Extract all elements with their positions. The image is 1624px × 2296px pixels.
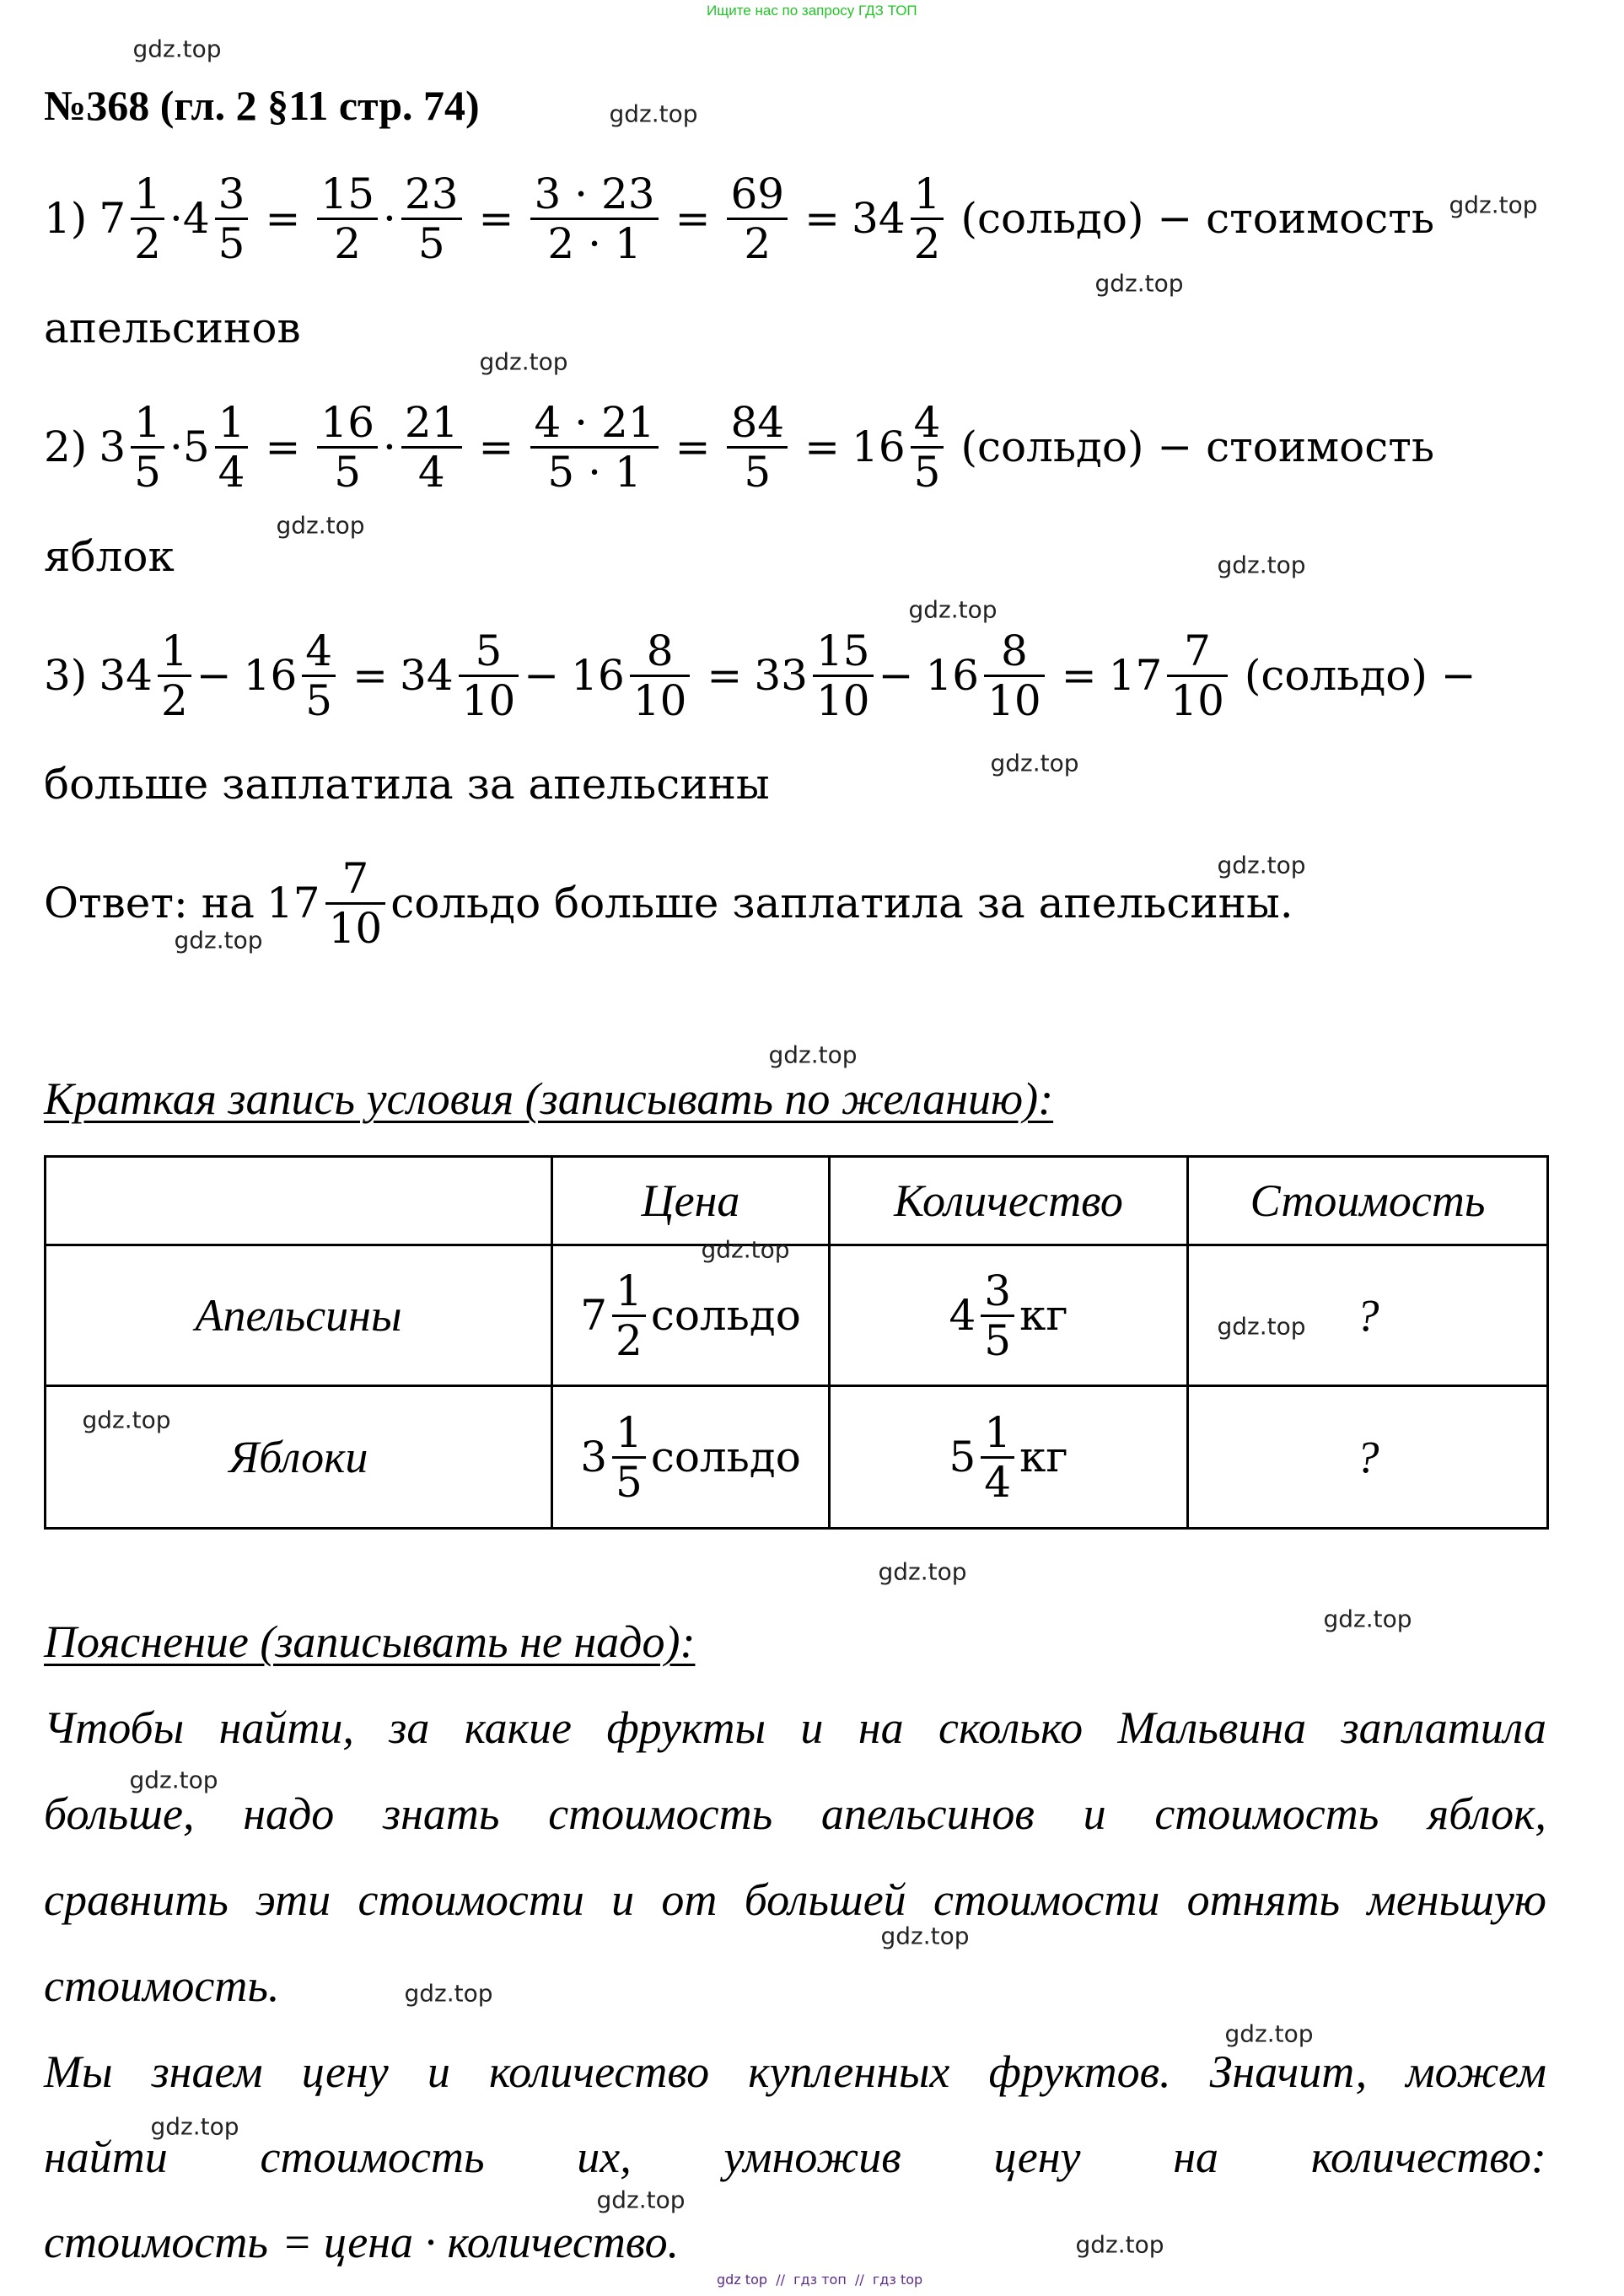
table-row [46,1386,1548,1529]
equals-sign: = [675,194,711,243]
step-2-continuation: яблок [44,532,175,581]
mixed-whole: 5 [182,422,210,471]
explanation-word: Чтобы [44,1702,185,1753]
explanation-word: количество: [1310,2132,1546,2182]
step-tail-text: (сольдо) − стоимость [960,194,1435,243]
fraction: $\frac{7}{10}$ [325,855,386,952]
watermark-text: gdz.top [1094,269,1184,298]
mixed-whole: 16 [852,422,906,471]
equals-sign: = [675,422,711,471]
explanation-word: больше, [44,1788,195,1839]
explanation-word: большей [744,1874,906,1925]
explanation-word: стоимость [548,1788,773,1839]
mixed-whole: 16 [243,651,298,700]
mixed-whole: 34 [99,651,153,700]
step-label: 2) [44,422,88,471]
explanation-word: Значит, [1209,2046,1368,2097]
watermark-text: gdz.top [82,1406,171,1434]
watermark-text: gdz.top [1224,2019,1314,2048]
explanation-word: эти [255,1874,331,1925]
mixed-whole: 7 [99,194,126,243]
explanation-word: стоимости [933,1874,1160,1925]
brief-record-title: Краткая запись условия (записывать по желанию): [44,1073,1054,1124]
table-header-row [46,1157,1548,1245]
mixed-whole: 34 [400,651,454,700]
equals-sign: = [707,651,743,700]
step-label: 3) [44,651,88,700]
step-3-continuation: больше заплатила за апельсины [44,760,770,809]
explanation-word: на [1173,2132,1219,2182]
mixed-whole: 33 [754,651,808,700]
fraction: $\frac{8}{10}$ [984,627,1045,724]
explanation-word: меньшую [1367,1874,1546,1925]
mixed-whole: 34 [852,194,906,243]
watermark-text: gdz.top [596,2186,686,2214]
header-cell [46,1157,552,1245]
price-cell: 7 $\frac{1}{2}$ сольдо [552,1245,830,1386]
fraction: $\frac{1}{2}$ [131,170,164,267]
header-cell: Цена [552,1157,830,1245]
step-tail-text: (сольдо) − стоимость [960,422,1435,471]
watermark-text: gdz.top [990,749,1079,777]
fraction: $\frac{4}{5}$ [911,399,944,496]
watermark-text: gdz.top [1449,191,1538,219]
explanation-word: на [858,1702,904,1753]
table-row [46,1245,1548,1386]
fraction: $\frac{4 \cdot 21}{5 \cdot 1}$ [530,399,658,496]
fraction: $\frac{5}{10}$ [459,627,519,724]
explanation-word: и [427,2046,450,2097]
equals-sign: = [804,194,841,243]
watermark-text: gdz.top [701,1235,790,1264]
fraction: $\frac{8}{10}$ [630,627,691,724]
answer-suffix: сольдо больше заплатила за апельсины. [390,879,1293,928]
equals-sign: = [478,194,514,243]
watermark-text: gdz.top [479,347,568,376]
explanation-word: яблок, [1428,1788,1546,1839]
explanation-word: их, [577,2132,632,2182]
fraction: $\frac{1}{2}$ [158,627,191,724]
mixed-whole: 17 [266,879,320,928]
fraction: $\frac{1}{4}$ [215,399,249,496]
watermark-text: gdz.top [404,1979,493,2008]
watermark-text: gdz.top [1217,1312,1306,1341]
explanation-word: Мальвина [1117,1702,1307,1753]
explanation-word: и [611,1874,635,1925]
explanation-word: заплатила [1341,1702,1546,1753]
explanation-word: = цена · количество. [281,2217,680,2267]
watermark-text: gdz.top [908,595,998,624]
step-tail-text: (сольдо) − [1244,651,1476,700]
equals-sign: = [265,194,301,243]
watermark-text: gdz.top [878,1557,967,1586]
solution-step-3 [44,616,1476,734]
explanation-line [44,1960,1546,2012]
equals-sign: = [478,422,514,471]
explanation-word: стоимость [1154,1788,1379,1839]
mixed-whole: 16 [571,651,625,700]
search-banner: Ищите нас по запросу ГДЗ ТОП [707,3,917,19]
explanation-line [44,1788,1546,1840]
explanation-word: отнять [1186,1874,1341,1925]
explanation-word: сколько [938,1702,1084,1753]
explanation-word: стоимость. [44,1960,280,2011]
footer-links: gdz top // гдз топ // гдз top [717,2272,923,2288]
explanation-word: фруктов. [988,2046,1171,2097]
mixed-whole: 16 [925,651,980,700]
header-cell: Количество [830,1157,1188,1245]
watermark-text: gdz.top [1323,1605,1412,1633]
operator: · [383,422,396,471]
fruit-name-cell: Яблоки [46,1386,552,1529]
watermark-text: gdz.top [880,1922,970,1950]
solution-step-1 [44,159,1434,277]
fraction: $\frac{3}{5}$ [215,170,249,267]
watermark-text: gdz.top [174,926,263,954]
fraction: $\frac{16}{5}$ [317,399,378,496]
equals-sign: = [1061,651,1097,700]
explanation-word: найти, [218,1702,354,1753]
operator: · [169,194,183,243]
explanation-word: можем [1406,2046,1546,2097]
fraction: $\frac{7}{10}$ [1167,627,1228,724]
operator: − [524,651,560,700]
quantity-cell: 5 $\frac{1}{4}$ кг [830,1386,1188,1529]
mixed-whole: 3 [99,422,126,471]
mixed-whole: 17 [1108,651,1163,700]
explanation-word: стоимости [358,1874,584,1925]
step-1-continuation: апельсинов [44,304,301,352]
cost-cell: ? [1188,1386,1548,1529]
solution-step-2 [44,388,1434,506]
watermark-text: gdz.top [132,35,222,63]
equals-sign: = [265,422,301,471]
fraction: $\frac{84}{5}$ [727,399,788,496]
header-cell: Стоимость [1188,1157,1548,1245]
watermark-text: gdz.top [1217,851,1306,879]
mixed-whole: 4 [182,194,210,243]
explanation-word: и [1083,1788,1106,1839]
watermark-text: gdz.top [129,1766,218,1794]
explanation-word: количество [488,2046,710,2097]
explanation-line [44,2046,1546,2098]
explanation-word: и [800,1702,824,1753]
explanation-word: цену [301,2046,389,2097]
fraction: $\frac{1}{2}$ [911,170,944,267]
explanation-word: купленных [748,2046,950,2097]
watermark-text: gdz.top [1075,2230,1164,2259]
price-cell: 3 $\frac{1}{5}$ сольдо [552,1386,830,1529]
explanation-word: апельсинов [820,1788,1035,1839]
explanation-word: какие [464,1702,572,1753]
explanation-word: фрукты [606,1702,766,1753]
explanation-word: за [389,1702,430,1753]
operator: · [383,194,396,243]
watermark-text: gdz.top [609,99,698,128]
fraction: $\frac{3 \cdot 23}{2 \cdot 1}$ [530,170,658,267]
explanation-line [44,1702,1546,1754]
explanation-word: надо [243,1788,335,1839]
equals-sign: = [352,651,389,700]
page-title: №368 (гл. 2 §11 стр. 74) [44,82,480,129]
explanation-word: знать [383,1788,500,1839]
fraction: $\frac{23}{5}$ [401,170,462,267]
watermark-text: gdz.top [276,511,365,540]
watermark-text: gdz.top [150,2112,239,2141]
explanation-word: знаем [151,2046,263,2097]
explanation-word: умножив [723,2132,901,2182]
explanation-title: Пояснение (записывать не надо): [44,1616,696,1667]
watermark-text: gdz.top [768,1040,858,1069]
fraction: $\frac{69}{2}$ [727,170,788,267]
explanation-line [44,2216,1546,2268]
explanation-line [44,2131,1546,2183]
brief-record-table [44,1155,1549,1530]
explanation-word: Мы [44,2046,113,2097]
fruit-name-cell: Апельсины [46,1245,552,1386]
explanation-word: стоимость [260,2132,485,2182]
fraction: $\frac{21}{4}$ [401,399,462,496]
fraction: $\frac{4}{5}$ [302,627,336,724]
quantity-cell: 4 $\frac{3}{5}$ кг [830,1245,1188,1386]
equals-sign: = [804,422,841,471]
operator: − [196,651,232,700]
step-label: 1) [44,194,88,243]
explanation-word: цену [993,2132,1081,2182]
explanation-word: найти [44,2132,168,2182]
watermark-text: gdz.top [1217,551,1306,579]
explanation-word: стоимость [44,2217,268,2267]
fraction: $\frac{15}{10}$ [813,627,874,724]
explanation-word: от [661,1874,718,1925]
fraction: $\frac{15}{2}$ [317,170,378,267]
answer-prefix: Ответ: на [44,879,255,928]
fraction: $\frac{1}{5}$ [131,399,164,496]
operator: · [169,422,183,471]
explanation-line [44,1874,1546,1926]
explanation-word: сравнить [44,1874,229,1925]
operator: − [878,651,914,700]
cost-cell: ? [1188,1245,1548,1386]
